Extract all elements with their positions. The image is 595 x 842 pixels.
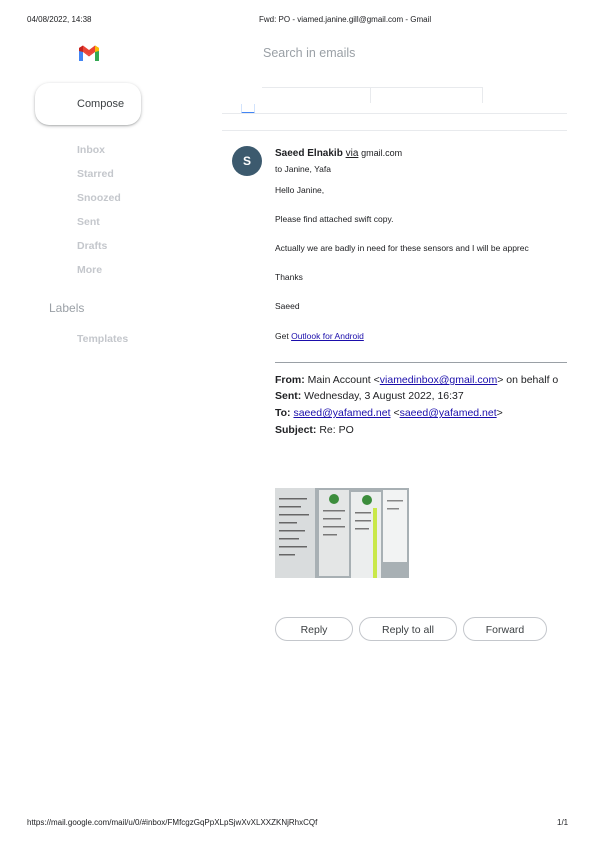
via-domain: gmail.com xyxy=(361,148,403,158)
toolbar-divider xyxy=(370,87,371,103)
sidebar-item-more[interactable]: More xyxy=(77,264,103,276)
body-line: Actually we are badly in need for these sensors and I will be apprec xyxy=(275,243,529,253)
attachment-thumbnail[interactable] xyxy=(275,488,409,578)
toolbar-divider xyxy=(262,87,482,88)
body-thanks: Thanks xyxy=(275,272,303,282)
sender-name[interactable]: Saeed Elnakib xyxy=(275,148,343,159)
reply-button[interactable] xyxy=(275,617,353,641)
compose-button[interactable] xyxy=(35,83,141,125)
sidebar-item-sent[interactable]: Sent xyxy=(77,216,100,228)
sent-label: Sent: xyxy=(275,390,302,402)
sidebar-item-drafts[interactable]: Drafts xyxy=(77,240,108,252)
sent-value: Wednesday, 3 August 2022, 16:37 xyxy=(304,390,464,402)
print-datetime: 04/08/2022, 14:38 xyxy=(27,15,92,24)
toolbar-divider xyxy=(222,113,567,114)
gmail-logo-icon[interactable] xyxy=(78,44,100,62)
print-url: https://mail.google.com/mail/u/0/#inbox/FMfcgzGqPpXLpSjwXvXLXXZKNjRhxCQf xyxy=(27,818,318,827)
from-name: Main Account < xyxy=(307,374,380,386)
forward-label: Forward xyxy=(485,624,525,636)
forward-sent xyxy=(275,390,464,402)
forward-from xyxy=(275,374,567,386)
body-line: Please find attached swift copy. xyxy=(275,214,394,224)
print-page-number: 1/1 xyxy=(557,818,569,827)
sidebar-item-starred[interactable]: Starred xyxy=(77,168,114,180)
sidebar-item-inbox[interactable]: Inbox xyxy=(77,144,105,156)
sender-line xyxy=(275,148,402,159)
subject-value: Re: PO xyxy=(319,424,354,436)
sender-avatar[interactable]: S xyxy=(232,146,262,176)
to-email-link[interactable]: saeed@yafamed.net xyxy=(399,407,497,419)
compose-label: Compose xyxy=(77,98,125,110)
message-divider xyxy=(222,130,567,131)
labels-heading: Labels xyxy=(49,301,85,315)
recipients: Janine, Yafa xyxy=(284,164,331,174)
via-link[interactable]: via xyxy=(345,148,359,159)
to-prefix: to xyxy=(275,164,283,174)
print-title: Fwd: PO - viamed.janine.gill@gmail.com - Gmail xyxy=(259,15,432,24)
subject-label: Subject: xyxy=(275,424,317,436)
sidebar-label-templates[interactable]: Templates xyxy=(77,333,129,345)
search-input[interactable]: Search in emails xyxy=(263,46,356,60)
get-prefix: Get xyxy=(275,331,289,341)
from-email-link[interactable]: viamedinbox@gmail.com xyxy=(379,374,498,386)
toolbar-divider xyxy=(482,87,483,103)
forward-subject xyxy=(275,424,354,436)
forward-button[interactable] xyxy=(463,617,547,641)
from-suffix: > on behalf o xyxy=(497,374,559,386)
forward-to: To: saeed@yafamed.net <saeed@yafamed.net> xyxy=(275,407,503,419)
body-outlook-line xyxy=(275,331,364,341)
from-label: From: xyxy=(275,374,305,386)
body-greeting: Hello Janine, xyxy=(275,185,325,195)
body-signature: Saeed xyxy=(275,301,300,311)
to-email-link[interactable]: saeed@yafamed.net xyxy=(293,407,391,419)
forward-divider xyxy=(275,362,567,363)
reply-all-button[interactable] xyxy=(359,617,457,641)
reply-all-label: Reply to all xyxy=(382,624,434,636)
sidebar-item-snoozed[interactable]: Snoozed xyxy=(77,192,121,204)
recipients-line[interactable] xyxy=(275,164,331,174)
outlook-link[interactable]: Outlook for Android xyxy=(291,331,364,341)
reply-label: Reply xyxy=(300,624,328,636)
to-label: To: xyxy=(275,407,291,419)
